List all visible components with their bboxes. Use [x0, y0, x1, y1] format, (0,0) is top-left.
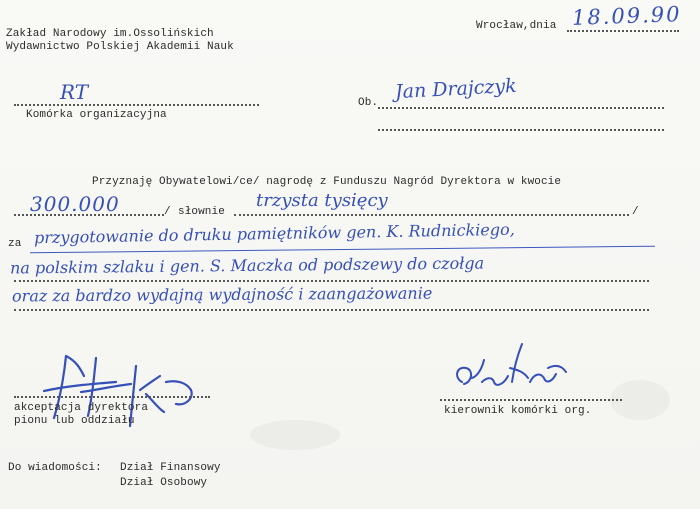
amount-words-handwritten: trzysta tysięcy [256, 190, 388, 211]
place-date-label: Wrocław,dnia [476, 20, 557, 32]
paper-stain [250, 420, 340, 450]
manager-signature [448, 338, 578, 408]
award-statement: Przyznaję Obywatelowi/ce/ nagrodę z Funduszu Nagród Dyrektora w kwocie [92, 176, 562, 188]
reason-line-1: przygotowanie do druku pamiętników gen. K. Rudnickiego, [33, 219, 515, 248]
recipient-name-handwritten: Jan Drajczyk [394, 74, 518, 104]
right-signature-label: kierownik komórki org. [444, 405, 592, 417]
unit-dotted-line [14, 104, 259, 106]
right-signature-dotted-line [440, 399, 622, 401]
unit-label: Komórka organizacyjna [26, 109, 167, 121]
reason-underline-1 [30, 246, 655, 254]
reason-dotted-line-2 [14, 280, 649, 282]
amount-dotted-line [14, 214, 164, 216]
amount-separator: / [164, 206, 171, 218]
left-signature-label-line1: akceptacja dyrektora [14, 402, 149, 414]
date-dotted-line [567, 30, 679, 32]
left-signature-label-line2: pionu lub oddziału [14, 415, 135, 427]
institution-name-line1: Zakład Narodowy im.Ossolińskich [6, 28, 214, 40]
left-signature-dotted-line [14, 396, 210, 398]
amount-handwritten: 300.000 [30, 192, 120, 216]
recipient-dotted-line-2 [378, 129, 664, 131]
words-separator: / [632, 206, 639, 218]
distribution-item-personnel: Dział Osobowy [120, 477, 208, 489]
reason-line-3: oraz za bardzo wydajną wydajność i zaangażowanie [11, 283, 433, 306]
recipient-dotted-line-1 [378, 107, 664, 109]
words-dotted-line [234, 214, 629, 216]
words-label: słownie [178, 206, 225, 218]
distribution-item-finance: Dział Finansowy [120, 462, 221, 474]
date-handwritten: 18.09.90 [571, 2, 682, 30]
reason-label: za [8, 238, 22, 250]
reason-line-2: na polskim szlaku i gen. S. Maczka od podszewy do czołga [9, 253, 485, 278]
institution-name-line2: Wydawnictwo Polskiej Akademii Nauk [6, 41, 234, 53]
unit-handwritten: RT [60, 80, 89, 104]
distribution-label: Do wiadomości: [8, 462, 102, 474]
reason-dotted-line-3 [14, 309, 649, 311]
recipient-label: Ob. [358, 97, 379, 109]
